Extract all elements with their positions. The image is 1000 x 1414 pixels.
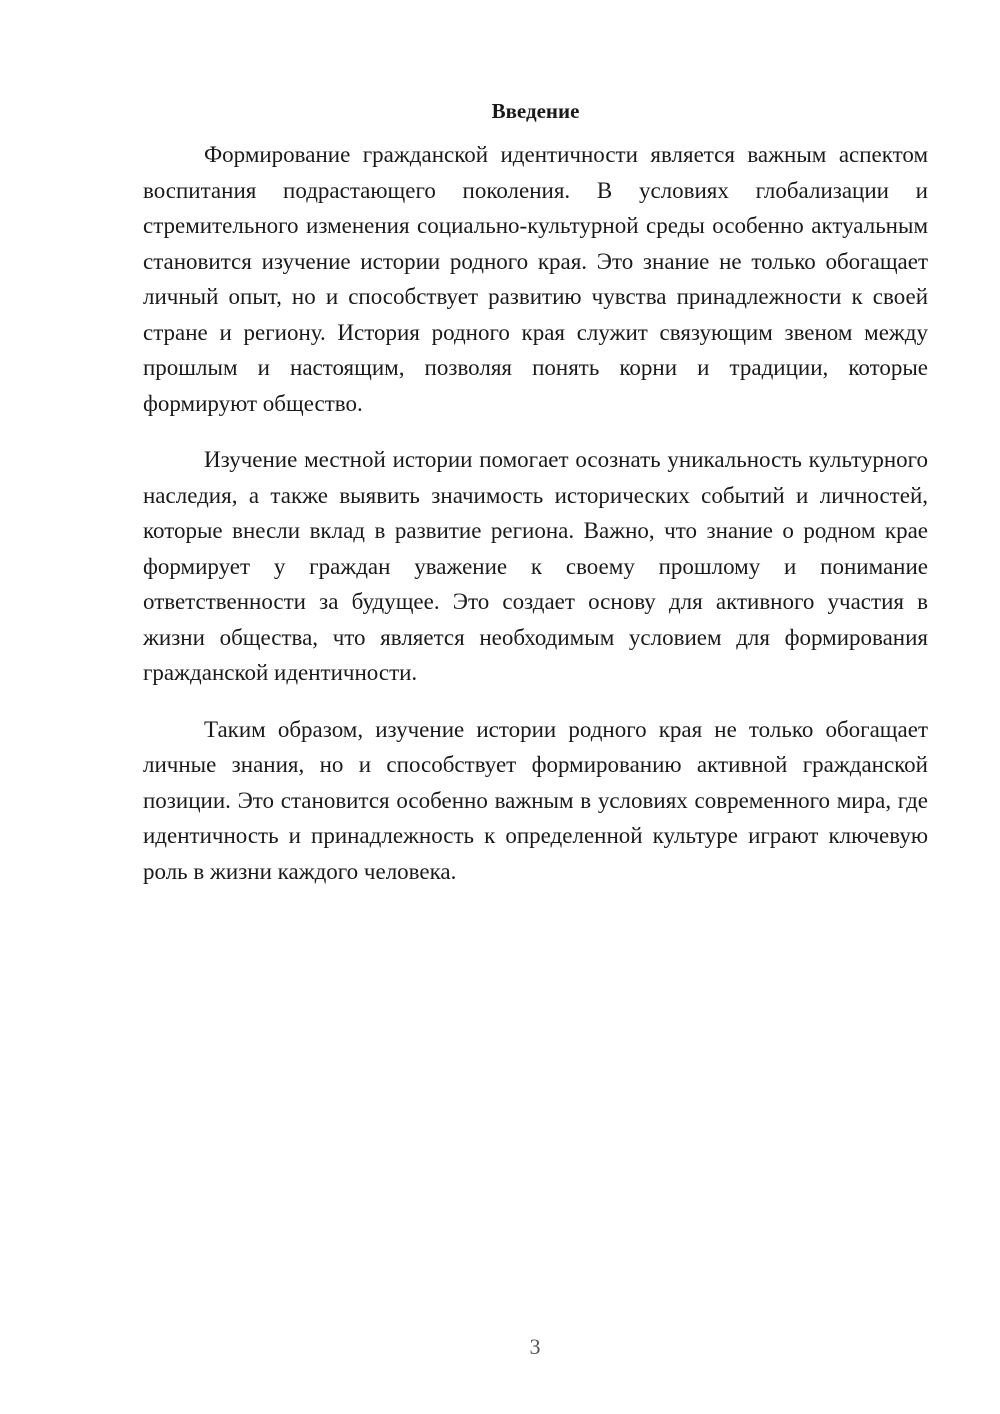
section-title: Введение: [491, 99, 580, 123]
page-number: 3: [529, 1334, 541, 1359]
paragraph-2: Изучение местной истории помогает осознать уникальность культурного наследия, а также выявить значимость исторических событий и личностей, которые внесли вклад в развитие региона. Важно, что знание о родном крае формирует у граждан уважение к своему прошлому и понимание ответственности за будущее. Это создает основу для активного участия в жизни общества, что является необходимым условием для формирования гражданской идентичности.: [143, 447, 928, 685]
paragraph-3: Таким образом, изучение истории родного края не только обогащает личные знания, но и способствует формированию активной гражданской позиции. Это становится особенно важным в условиях современного мира, где идентичность и принадлежность к определенной культуре играют ключевую роль в жизни каждого человека.: [143, 716, 928, 884]
page-content: [143, 96, 928, 910]
paragraph-1: Формирование гражданской идентичности является важным аспектом воспитания подрастающего поколения. В условиях глобализации и стремительного изменения социально-культурной среды особенно актуальным становится изучение истории родного края. Это знание не только обогащает личный опыт, но и способствует развитию чувства принадлежности к своей стране и региону. История родного края служит связующим звеном между прошлым и настоящим, позволяя понять корни и традиции, которые формируют общество.: [143, 142, 928, 416]
